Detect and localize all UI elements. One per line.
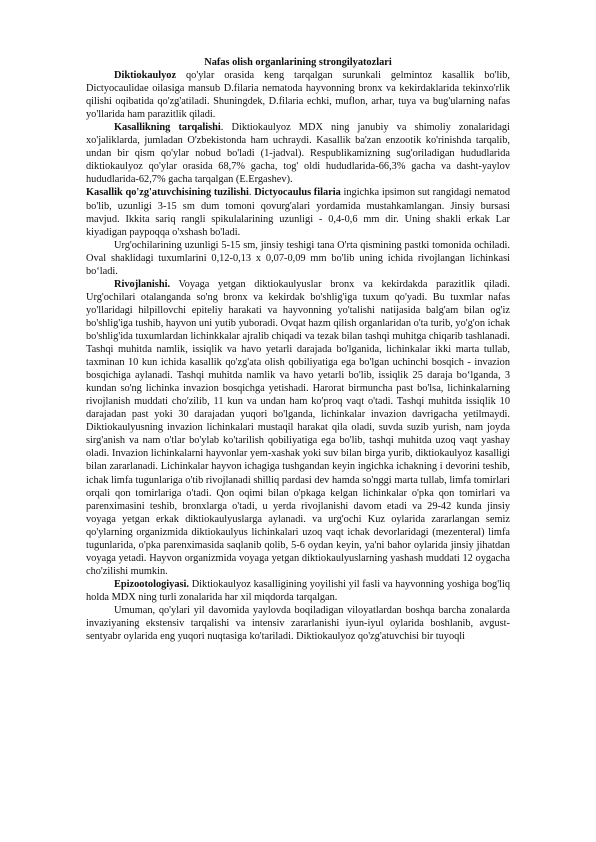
paragraph-text-mid: . [248, 187, 255, 199]
paragraph-text: Urg'ochilarining uzunligi 5-15 sm, jinsiy teshigi tana O'rta qismining pastki tomonida ochiladi. Oval shaklidagi tuxumlarini 0,12-0,13 x 0,07-0,09 mm bo'lib uning ichida rivojlangan lichinkasi bo‘ladi. [86, 239, 510, 277]
paragraph-lead: Kasallikning tarqalishi [114, 122, 221, 134]
paragraph-development [86, 278, 510, 578]
paragraph-text: qo'ylar orasida keng tarqalgan surunkali gelmintoz kasallik bo'lib, Dictyocaulidae oilasiga mansub D.filaria nematoda hayvonning bronx va kekirdaklarida tekinxo'rlik qilishi oqibatida qo'zg'atiladi. Shuningdek, D.filaria echki, muflon, arhar, tuya va bug'ularning nafas yo'llarida ham parazitlik qiladi. [86, 70, 510, 121]
paragraph-epizootology [86, 578, 510, 604]
paragraph-seasonality [86, 604, 510, 643]
paragraph-lead: Rivojlanishi. [114, 278, 171, 290]
paragraph-lead-species: Dictyocaulus filaria [254, 187, 341, 199]
paragraph-text: Diktiokaulyoz kasalligining yoyilishi yil fasli va hayvonning yoshiga bog'liq holda MDX ning turli zonalarida har xil miqdorda tarqalgan. [86, 578, 510, 603]
document-title: Nafas olish organlarining strongilyatozlari [204, 57, 392, 68]
paragraph-females [86, 239, 510, 278]
paragraph-lead: Epizootologiyasi. [114, 578, 189, 590]
paragraph-text: ingichka ipsimon sut rangidagi nematod bo'lib, uzunligi 3-15 sm dum tomoni qovurg'alari yordamida mustahkamlangan. Jinsiy bursasi mavjud. Ikkita sariq rangli spikulalarining uzunligi - 0,4-0,6 mm dir. Uning shakli erkak Lar kiyadigan paypoqqa o'xshash bo'ladi. [86, 187, 511, 238]
paragraph-diktiokaulyoz [86, 69, 510, 121]
paragraph-distribution [86, 121, 510, 186]
paragraph-text: . Diktiokaulyoz MDX ning janubiy va shimoliy zonalaridagi xo'jaliklarda, jumladan O'zbekistonda ham uchraydi. Kasallik ba'zan enzootik ko'rinishda tarqalib, undan bir qism qo'ylar nobud bo'ladi (1-jadval). Respublikamizning sug'oriladigan hududlarida diktiokaulyoz qo'ylar orasida 68,7% gacha, tog' oldi hududlarida-66,3% gacha va dasht-yaylov hududlarida-62,7% gacha tarqalgan (E.Ergashev). [86, 122, 510, 186]
paragraph-structure [86, 186, 510, 238]
paragraph-lead: Diktiokaulyoz [114, 70, 177, 82]
paragraph-lead: Kasallik qo'zg'atuvchisining tuzilishi [86, 187, 249, 199]
paragraph-text: Voyaga yetgan diktiokaulyuslar bronx va kekirdakda parazitlik qiladi. Urg'ochilari otalanganda so'ng bronx va kekirdak bo'shlig'iga tuxum qo'yadi. Bu tuxmlar nafas yo'llaridagi hilpillovchi epiteliy harakati va hayvonning yo'talishi natijasida balg'am bilan og'iz bo'shlig'iga tushib, hayvon uni yutib yuboradi. Ovqat hazm qilish organlaridan o'ta turib, yo'g'on ichak bo'shlig'ida tuxumlardan lichinkkalar ajralib chiqadi va tezak bilan tashqi muhitga chiqarib tashlanadi. Tashqi muhitda namlik, issiqlik va havo yetarli darajada bo'lganida, lichinkalar ikki marta tullab, taxminan 10 kun ichida kasallik qo'zg'ata olish qobiliyatiga ega bo'lgan uchinchi bosqich - invazion bosqichiga aylanadi. Tashqi muhitda namlik va havo yetarli bo'lib, issiqlik 25 daraja bo‘lganda, 3 kundan so'ng lichinka invazion bosqichga yetishadi. Harorat birmuncha past bo'lsa, lichinkalarning rivojlanish muddati cho'zilib, 11 kun va undan ham ko'proq vaqt o'tadi. Tashqi muhitda issiqlik 10 darajadan past yoki 30 darajadan yuqori bo'lganda, lichinkalar invazion davrigacha yetilmaydi. Diktiokaulyusning invazion lichinkalari mustaqil harakat qila oladi, suvda suzib yurish, nam joyda sirg'anish va nam o'tlar bo'ylab ko'tarilish qobiliyatiga ega bo'lib, tashqi muhitda uzoq vaqt yashay oladi. Invazion lichinkalarni hayvonlar yem-xashak yoki suv bilan birga yurib, diktiokaulyoz kasalligi bilan zararlanadi. Lichinkalar hayvon ichagiga tushgandan keyin ingichka ichakning i devorini teshib, ichak limfa tugunlariga o'tib rivojlanadi shilliq pardasi dev hamda so'nggi marta tullab, limfa tomirlari orqali qon tomirlariga o'tadi. Qon oqimi bilan o'pkaga kelgan lichinkalar o'pka qon tomirlari va parenximasini teshib, bronxlarga o'tadi, u yerda rivojlanishi davom etadi va 29-42 kunda jinsiy voyaga yetgan erkak diktiokaulyuslarga aylanadi. va urg'ochi Kuz oylarida zararlangan semiz qo'ylarning organizmida diktiokaulyus lichinkalari uzoq vaqt ichak devorlaridagi (mezenteral) limfa tugunlarida, o'pka parenximasida saqlanib qolib, 5-6 oydan keyin, ya'ni bahor oylarida jinsiy jihatdan voyaga yetadi. Hayvon organizmida voyaga yetgan diktiokaulyuslarning yashash muddati 12 oygacha cho'zilishi mumkin. [86, 278, 510, 577]
paragraph-text: Umuman, qo'ylari yil davomida yaylovda boqiladigan viloyatlardan boshqa barcha zonalarda invaziyaning ekstensiv tarqalishi va intensiv zararlanishi iyun-iyul oylarida boshlanib, avgust-sentyabr oylarida eng yuqori nuqtasiga ko'tariladi. Diktiokaulyoz qo'zg'atuvchisi bir tuyoqli [86, 604, 510, 643]
document-page [86, 56, 510, 643]
